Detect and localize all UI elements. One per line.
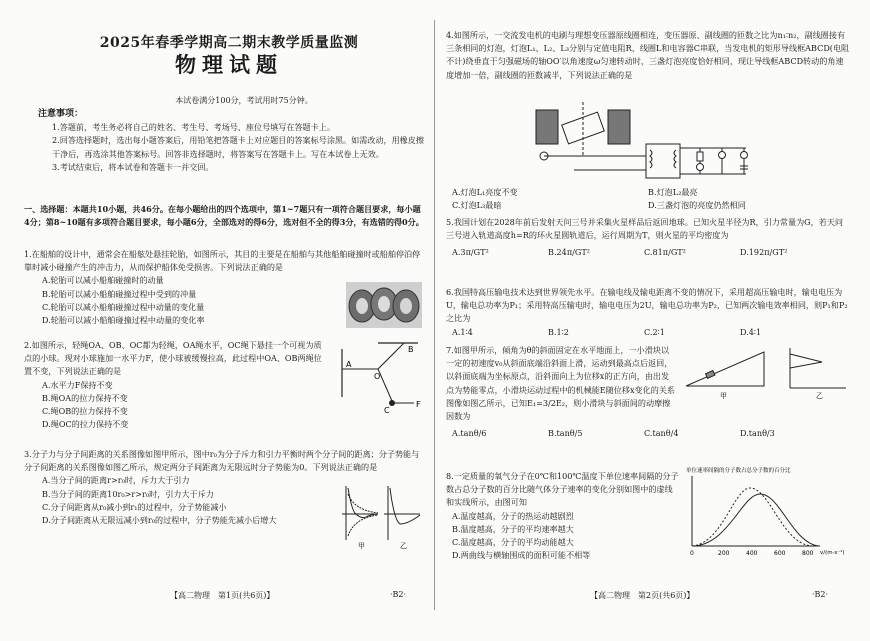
question-stem: 6.我国特高压输电技术达到世界领先水平。在输电线及输电距离不变的情况下，采用超高压输电时，输电电压为U，输电总功率为P₁；采用特高压输电时，输电电压为2U，输电总功率为P₂，已知两次输电效率相同，则P₁和P₂之比为 [446,287,848,324]
fig-label-yi: 乙 [400,542,407,550]
option-b: B.轮胎可以减小船舶碰撞过程中受到的冲量 [42,288,197,299]
option-b: B.灯泡L₂最亮 [648,187,698,197]
column-divider [434,20,435,610]
label-f: F [416,400,421,409]
option-a: A.3π/GT² [452,247,489,258]
option-d: D.192π/GT² [740,247,788,258]
note-item: 1.答题前，考生务必将自己的姓名、考生号、考场号、座位号填写在答题卡上。 [52,122,335,133]
question-stem: 5.我国计划在2028年前后发射天问三号并采集火星样品后返回地球。已知火星半径为R，引力常量为G，若天问三号进入轨道高度h=R的环火星圆轨道后，运行周期为T，则火星的平均密度为 [446,217,844,241]
question-4 [446,29,850,82]
fig-label-yi: 乙 [816,392,823,400]
option-c: C.2∶1 [644,326,665,337]
x-tick: 800 [802,550,814,557]
option-b: B.温度越高，分子的平均速率越大 [452,523,574,534]
option-d: D.分子间距离从无限远减小到r₀的过程中，分子势能先减小后增大 [42,515,277,526]
option-d: D.三盏灯泡的亮度仍然相同 [648,200,746,211]
question-8 [446,470,680,562]
option-b: B.tanθ/5 [548,428,583,439]
fig-label-jia: 甲 [358,542,365,550]
x-tick: 400 [746,550,758,557]
x-tick: 200 [718,550,730,557]
option-d: D.绳OC的拉力保持不变 [42,419,129,430]
option-c: C.灯泡L₃最暗 [452,200,502,211]
generator-transformer-diagram [534,100,754,180]
exam-info: 本试卷满分100分，考试用时75分钟。 [175,96,313,105]
rope-diagram [338,337,424,417]
question-4-options [446,186,850,212]
label-o: O [374,372,381,381]
option-b: B.1∶2 [548,326,569,337]
question-2 [24,339,324,431]
note-item: 3.考试结束后，将本试卷和答题卡一并交回。 [52,161,214,172]
x-axis-label: v/(m·s⁻¹) [820,550,845,556]
option-c: C.温度越高，分子的平均动能越大 [452,537,574,548]
option-a: A.当分子间的距离r>r₀时，斥力大于引力 [42,475,190,486]
question-stem: 4.如图所示，一交流发电机的电刷与理想变压器原线圈相连，变压器原、副线圈的匝数之比为n₁∶n₂，副线圈接有三条相同的灯泡，灯泡L₁、L₂、L₃分别与定值电阻R、线圈L和电容器C串联，当发电机的矩形导线框ABCD(电阻不计)绕垂直于匀强磁场的轴OO′以角速度ω匀速转动时，三盏灯泡亮度恰好相同，现让导线框ABCD转动的角速度增加一倍，副线圈的匝数减半，下列说法正确的是 [446,30,850,80]
option-c: C.绳OB的拉力保持不变 [42,406,128,417]
question-stem: 7.如图甲所示，倾角为θ的斜面固定在水平地面上，一小滑块以一定的初速度v₀从斜面底端沿斜面上滑，运动到最高点后返回，以斜面底端为坐标原点，沿斜面向上为位移x的正方向，由出发点为势能零点，小滑块运动过程中的机械能E随位移x变化的关系图像如图乙所示，已知E₁=3/2E₂，则小滑块与斜面间的动摩擦因数为 [446,345,676,422]
fig-label-jia: 甲 [720,392,727,400]
option-b: B.绳OA的拉力保持不变 [42,392,128,403]
footer-right: 【高二物理 第2页(共6页)】 [590,591,695,600]
option-c: C.分子间距离从r₀减小到r₁的过程中，分子势能减小 [42,501,227,512]
option-d: D.tanθ/3 [740,428,775,439]
chart-title: 单位速率间隔的分子数占总分子数的百分比 [686,468,791,474]
question-6 [446,286,850,339]
question-5 [446,216,850,260]
section-heading: 一、选择题：本题共10小题，共46分。在每小题给出的四个选项中，第1~7题只有一项符合题目要求，每小题4分；第8~10题有多项符合题目要求，每小题6分，全部选对的得6分，选对但不全的得3分，有选错的得0分。 [24,204,424,228]
footer-left: 【高二物理 第1页(共6页)】 [170,591,275,600]
molecular-force-graphs [338,484,422,550]
option-a: A.温度越高，分子的热运动越剧烈 [452,510,574,521]
notes [24,108,424,174]
question-stem: 8.一定质量的氧气分子在0℃和100℃温度下单位速率间隔的分子数占总分子数的百分比随气体分子速率的变化分别如图中的虚线和实线所示，由图可知 [446,471,679,508]
option-a: A.1∶4 [452,326,473,337]
speed-distribution-chart [682,464,850,560]
footer-code-right: ·B2· [812,590,829,599]
option-a: A.tanθ/6 [452,428,487,439]
subject-title: 物理试题 [175,52,283,77]
option-d: D.轮胎可以减小船舶碰撞过程中动量的变化率 [42,315,205,326]
option-a: A.水平力F保持不变 [42,379,113,390]
notes-title: 注意事项： [38,109,84,119]
footer-code-left: ·B2· [390,590,407,599]
question-stem: 1.在船舶的设计中，通常会在船舷处悬挂轮胎，如图所示，其目的主要是在船舶与其他船舶碰撞时或船舶停泊停靠时减小碰撞产生的冲击力，从而保护船体免受损害。下列说法正确的是 [24,249,421,273]
option-c: C.81π/GT² [644,247,686,258]
tires-photo [346,282,422,328]
label-c: C [384,406,390,415]
label-b: B [408,345,414,354]
incline-energy-figure [682,346,850,402]
x-tick: 0 [690,550,694,557]
question-stem: 3.分子力与分子间距离的关系图像如图甲所示，图中r₀为分子斥力和引力平衡时两个分子间的距离；分子势能与分子间距离的关系图像如图乙所示，规定两分子间距离为无限远时分子势能为0。下列说法正确的是 [24,449,420,473]
option-d: D.两曲线与横轴围成的面积可能不相等 [452,550,591,561]
option-d: D.4∶1 [740,326,762,337]
label-a: A [346,360,352,369]
option-a: A.轮胎可以减小船舶碰撞时的动量 [42,275,164,286]
note-item: 2.回答选择题时，选出每小题答案后，用铅笔把答题卡上对应题目的答案标号涂黑。如需改动，用橡皮擦干净后，再选涂其他答案标号。回答非选择题时，将答案写在答题卡上。写在本试卷上无效。 [52,135,424,159]
option-c: C.tanθ/4 [644,428,679,439]
option-b: B.24π/GT² [548,247,590,258]
question-stem: 2.如图所示，轻绳OA、OB、OC都为轻绳，OA绳水平，OC绳下悬挂一个可视为质点的小球。现对小球施加一水平力F，使小球被缓慢拉高，此过程中OA、OB两绳位置不变，下列说法正确的是 [24,340,322,377]
x-tick: 600 [774,550,786,557]
option-b: B.当分子间的距离10r₀>r>r₀时，引力大于斥力 [42,488,214,499]
option-c: C.轮胎可以减小船舶碰撞过程中动量的变化量 [42,301,205,312]
exam-title: 2025年春季学期高二期末教学质量监测 [99,35,359,51]
option-a: A.灯泡L₁亮度不变 [452,187,518,197]
